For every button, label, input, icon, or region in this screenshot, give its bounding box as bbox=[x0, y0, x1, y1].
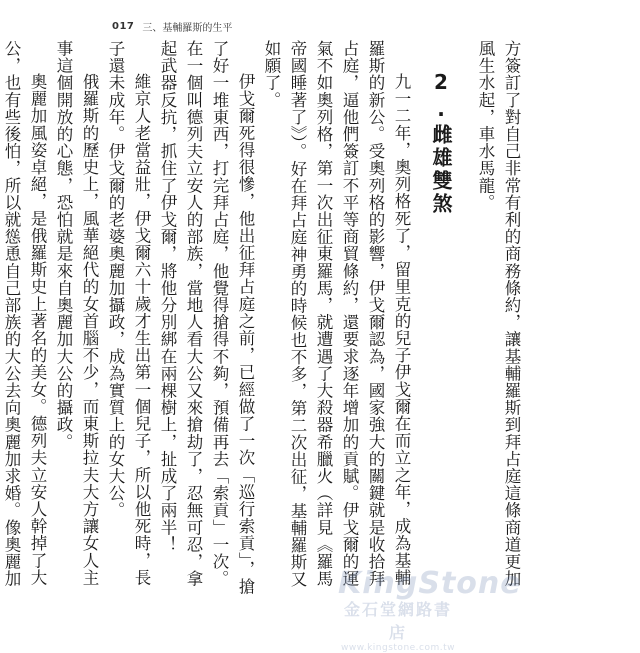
watermark-store-name: 金石堂網路書店 bbox=[343, 600, 452, 642]
chapter-title: 三、基輔羅斯的生平 bbox=[142, 22, 233, 34]
vertical-body-text bbox=[2, 40, 524, 600]
watermark-logo: KingStone bbox=[338, 566, 522, 601]
paragraph: 九一二年，奧列格死了，留里克的兒子伊戈爾在而立之年，成為基輔羅斯的新公。受奧列格的影響，伊戈爾認為，國家強大的關鍵就是收拾拜占庭，逼他們簽訂不平等商貿條約，還要求逐年增加的貢賦。伊戈爾的運氣不如奧列格，第一次出征東羅馬，就遭遇了大殺器希臘火（詳見《羅馬帝國睡著了》）。好在拜占庭神勇的時候也不多，第二次出征，基輔羅斯又如願了。 bbox=[262, 40, 411, 588]
page-number: 017 bbox=[112, 20, 135, 32]
paragraph: 奧麗加風姿卓絕，是俄羅斯史上著名的美女。德列夫立安人幹掉了大公，也有些後怕，所以就慫恿自己部族的大公去向奧麗加求婚。像奧麗加 bbox=[2, 40, 47, 588]
watermark-url: www.kingstone.com.tw bbox=[340, 643, 456, 653]
paragraph-continued: 方簽訂了對自己非常有利的商務條約，讓基輔羅斯到拜占庭這條商道更加風生水起，車水馬龍。 bbox=[476, 40, 521, 588]
paragraph: 維京人老當益壯，伊戈爾六十歲才生出第一個兒子，所以他死時，長子還未成年。伊戈爾的老婆奧麗加攝政，成為實質上的女大公。 bbox=[106, 40, 151, 586]
page-header bbox=[112, 16, 232, 36]
paragraph: 俄羅斯的歷史上，風華絕代的女首腦不少，而東斯拉夫大方讓女人主事這個開放的心態，恐怕就是來自奧麗加大公的攝政。 bbox=[54, 40, 99, 586]
section-heading: 2.雌雄雙煞 bbox=[429, 70, 453, 216]
paragraph: 伊戈爾死得很慘，他出征拜占庭之前，已經做了一次「巡行索貢」，搶了好一堆東西，打完拜占庭，他覺得搶得不夠，預備再去「索貢」一次。在一個叫德列夫立安人的部族，當地人看大公又來搶劫了，忍無可忍，拿起武器反抗，抓住了伊戈爾，將他分別綁在兩棵樹上，扯成了兩半！ bbox=[158, 40, 255, 595]
